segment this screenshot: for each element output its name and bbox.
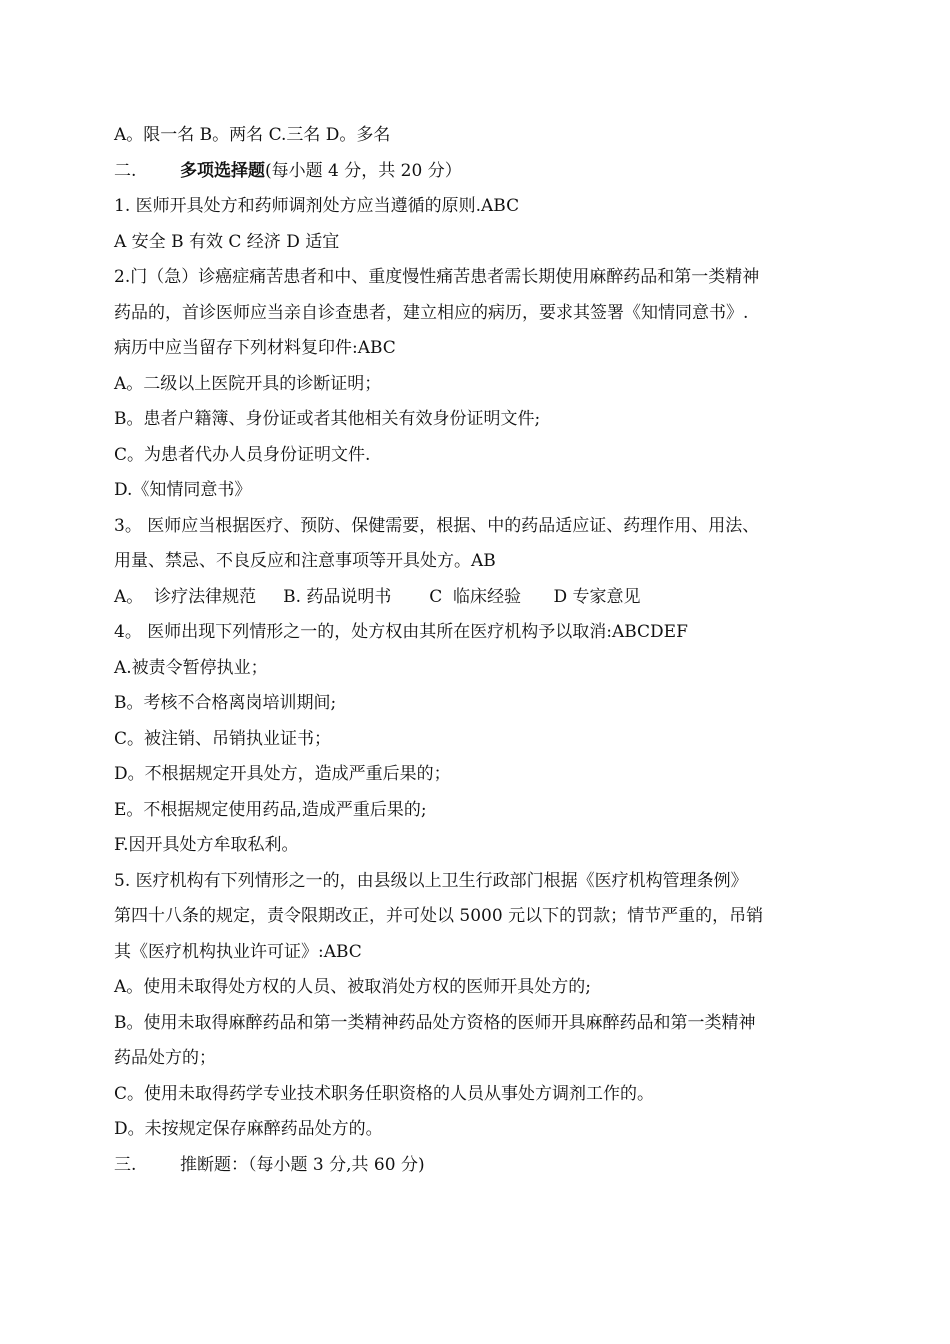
q4-text: 4。 医师出现下列情形之一的，处方权由其所在医疗机构予以取消:ABCDEF (114, 622, 688, 642)
section-2-number: 二. (114, 160, 137, 181)
q2-option-a: A。二级以上医院开具的诊断证明； (114, 373, 382, 394)
section-3-number: 三. (114, 1154, 137, 1175)
section-3-heading (114, 1148, 854, 1184)
q2-text-line-1: 2.门（急）诊癌症痛苦患者和中、重度慢性痛苦患者需长期使用麻醉药品和第一类精神 (114, 267, 760, 287)
q3-text-line-2: 用量、禁忌、不良反应和注意事项等开具处方。AB (114, 551, 496, 571)
q2-option-b: B。患者户籍簿、身份证或者其他相关有效身份证明文件; (114, 409, 541, 429)
q5-option-a: A。使用未取得处方权的人员、被取消处方权的医师开具处方的; (114, 977, 592, 997)
q2-option-d: D.《知情同意书》 (114, 480, 252, 500)
q4-option-b: B。考核不合格离岗培训期间; (114, 693, 337, 713)
section-2-title: 多项选择题 (180, 160, 265, 181)
q5-option-c: C。使用未取得药学专业技术职务任职资格的人员从事处方调剂工作的。 (114, 1083, 655, 1104)
q3-text-line-1: 3。 医师应当根据医疗、预防、保健需要，根据、中的药品适应证、药理作用、用法、 (114, 515, 760, 536)
q4-option-c: C。被注销、吊销执业证书； (114, 728, 332, 749)
q5-text-line-3: 其《医疗机构执业许可证》:ABC (114, 941, 362, 962)
q5-text-line-1: 5. 医疗机构有下列情形之一的，由县级以上卫生行政部门根据《医疗机构管理条例》 (114, 870, 748, 891)
q1-text: 1. 医师开具处方和药师调剂处方应当遵循的原则.ABC (114, 196, 520, 216)
q-prev-options: A。限一名 B。两名 C.三名 D。多名 (114, 125, 391, 145)
q4-option-d: D。不根据规定开具处方，造成严重后果的； (114, 764, 451, 784)
section-2-note: (每小题 4 分，共 20 分） (265, 160, 462, 181)
q2-option-c: C。为患者代办人员身份证明文件. (114, 444, 371, 465)
document-page (114, 118, 854, 1183)
q5-option-d: D。未按规定保存麻醉药品处方的。 (114, 1119, 383, 1139)
q4-option-a: A.被责令暂停执业； (114, 657, 268, 678)
q5-text-line-2: 第四十八条的规定，责令限期改正，并可处以 5000 元以下的罚款；情节严重的，吊销 (114, 906, 764, 926)
q1-options: A 安全 B 有效 C 经济 D 适宜 (114, 231, 340, 252)
q2-text-line-3: 病历中应当留存下列材料复印件:ABC (114, 338, 396, 358)
q4-option-f: F.因开具处方牟取私利。 (114, 835, 299, 855)
q2-text-line-2: 药品的，首诊医师应当亲自诊查患者，建立相应的病历，要求其签署《知情同意书》. (114, 302, 749, 323)
q5-option-b-line-2: 药品处方的； (114, 1048, 216, 1068)
section-3-title: 推断题：（每小题 3 分,共 60 分) (180, 1154, 425, 1175)
q4-option-e: E。不根据规定使用药品,造成严重后果的; (114, 799, 427, 820)
section-2-heading (114, 154, 854, 190)
q5-option-b-line-1: B。使用未取得麻醉药品和第一类精神药品处方资格的医师开具麻醉药品和第一类精神 (114, 1012, 756, 1033)
q3-options: A。 诊疗法律规范 B. 药品说明书 C 临床经验 D 专家意见 (114, 586, 641, 607)
